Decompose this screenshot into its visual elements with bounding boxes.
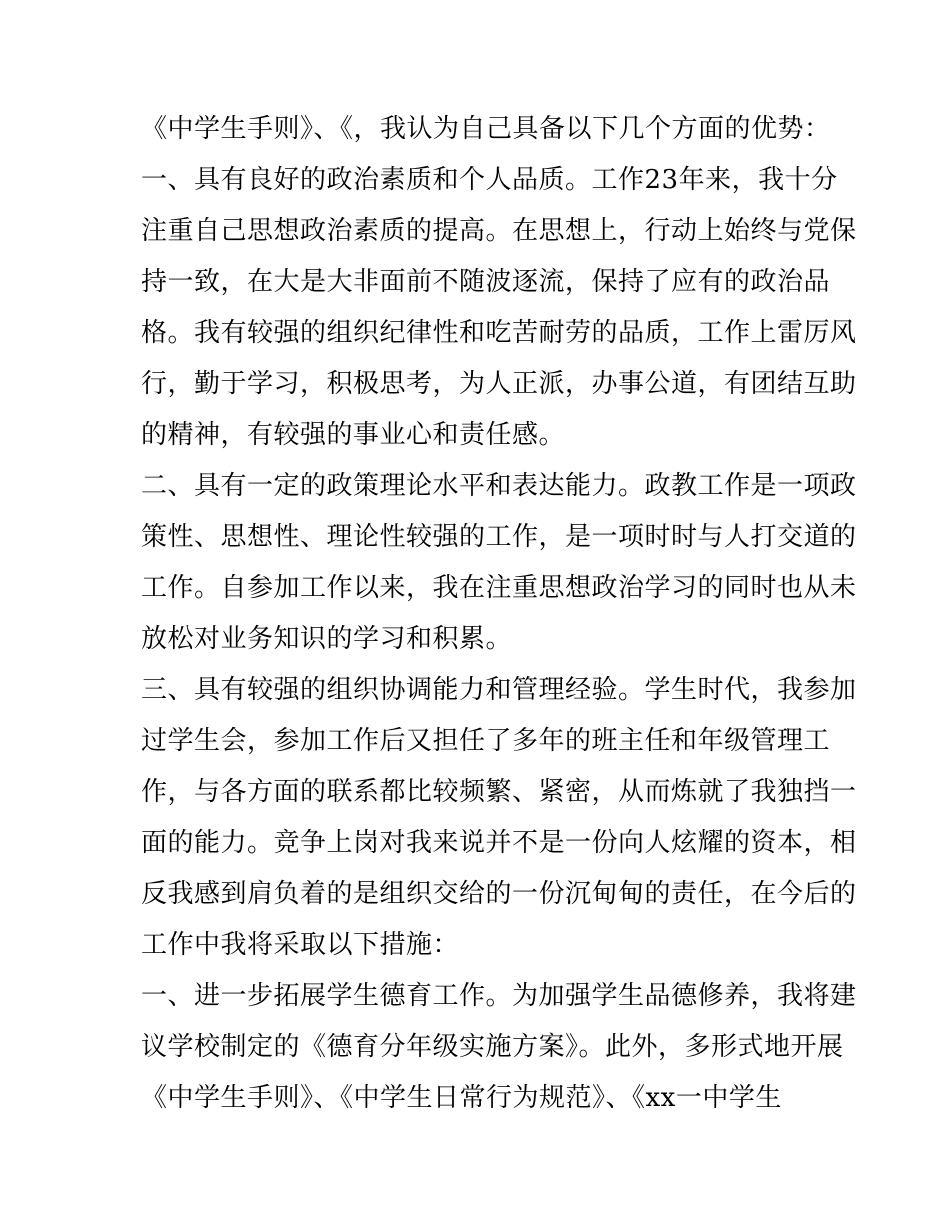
text-line: 三、具有较强的组织协调能力和管理经验。学生时代，我参加 xyxy=(141,675,857,705)
text-line: 《中学生手则》、《，我认为自己具备以下几个方面的优势： xyxy=(141,114,831,144)
text-line: 一、具有良好的政治素质和个人品质。工作23年来，我十分 xyxy=(141,165,838,195)
text-line: 放松对业务知识的学习和积累。 xyxy=(141,624,513,654)
text-line: 一、进一步拓展学生德育工作。为加强学生品德修养，我将建 xyxy=(141,981,857,1011)
text-line: 二、具有一定的政策理论水平和表达能力。政教工作是一项政 xyxy=(141,471,857,501)
text-line: 议学校制定的《德育分年级实施方案》。此外，多形式地开展 xyxy=(141,1032,844,1062)
text-line: 工作。自参加工作以来，我在注重思想政治学习的同时也从未 xyxy=(141,573,857,603)
document-body xyxy=(141,104,857,1124)
text-line: 反我感到肩负着的是组织交给的一份沉甸甸的责任，在今后的 xyxy=(141,879,857,909)
text-line: 《中学生手则》、《中学生日常行为规范》、《xx一中学生 xyxy=(141,1083,782,1113)
text-line: 作，与各方面的联系都比较频繁、紧密，从而炼就了我独挡一 xyxy=(141,777,857,807)
text-line: 工作中我将采取以下措施： xyxy=(141,930,460,960)
text-line: 持一致，在大是大非面前不随波逐流，保持了应有的政治品 xyxy=(141,267,831,297)
text-line: 的精神，有较强的事业心和责任感。 xyxy=(141,420,566,450)
text-line: 行，勤于学习，积极思考，为人正派，办事公道，有团结互助 xyxy=(141,369,857,399)
text-line: 格。我有较强的组织纪律性和吃苦耐劳的品质，工作上雷厉风 xyxy=(141,318,857,348)
text-line: 策性、思想性、理论性较强的工作，是一项时时与人打交道的 xyxy=(141,522,857,552)
text-line: 面的能力。竞争上岗对我来说并不是一份向人炫耀的资本，相 xyxy=(141,828,857,858)
text-line: 过学生会，参加工作后又担任了多年的班主任和年级管理工 xyxy=(141,726,831,756)
text-line: 注重自己思想政治素质的提高。在思想上，行动上始终与党保 xyxy=(141,216,857,246)
